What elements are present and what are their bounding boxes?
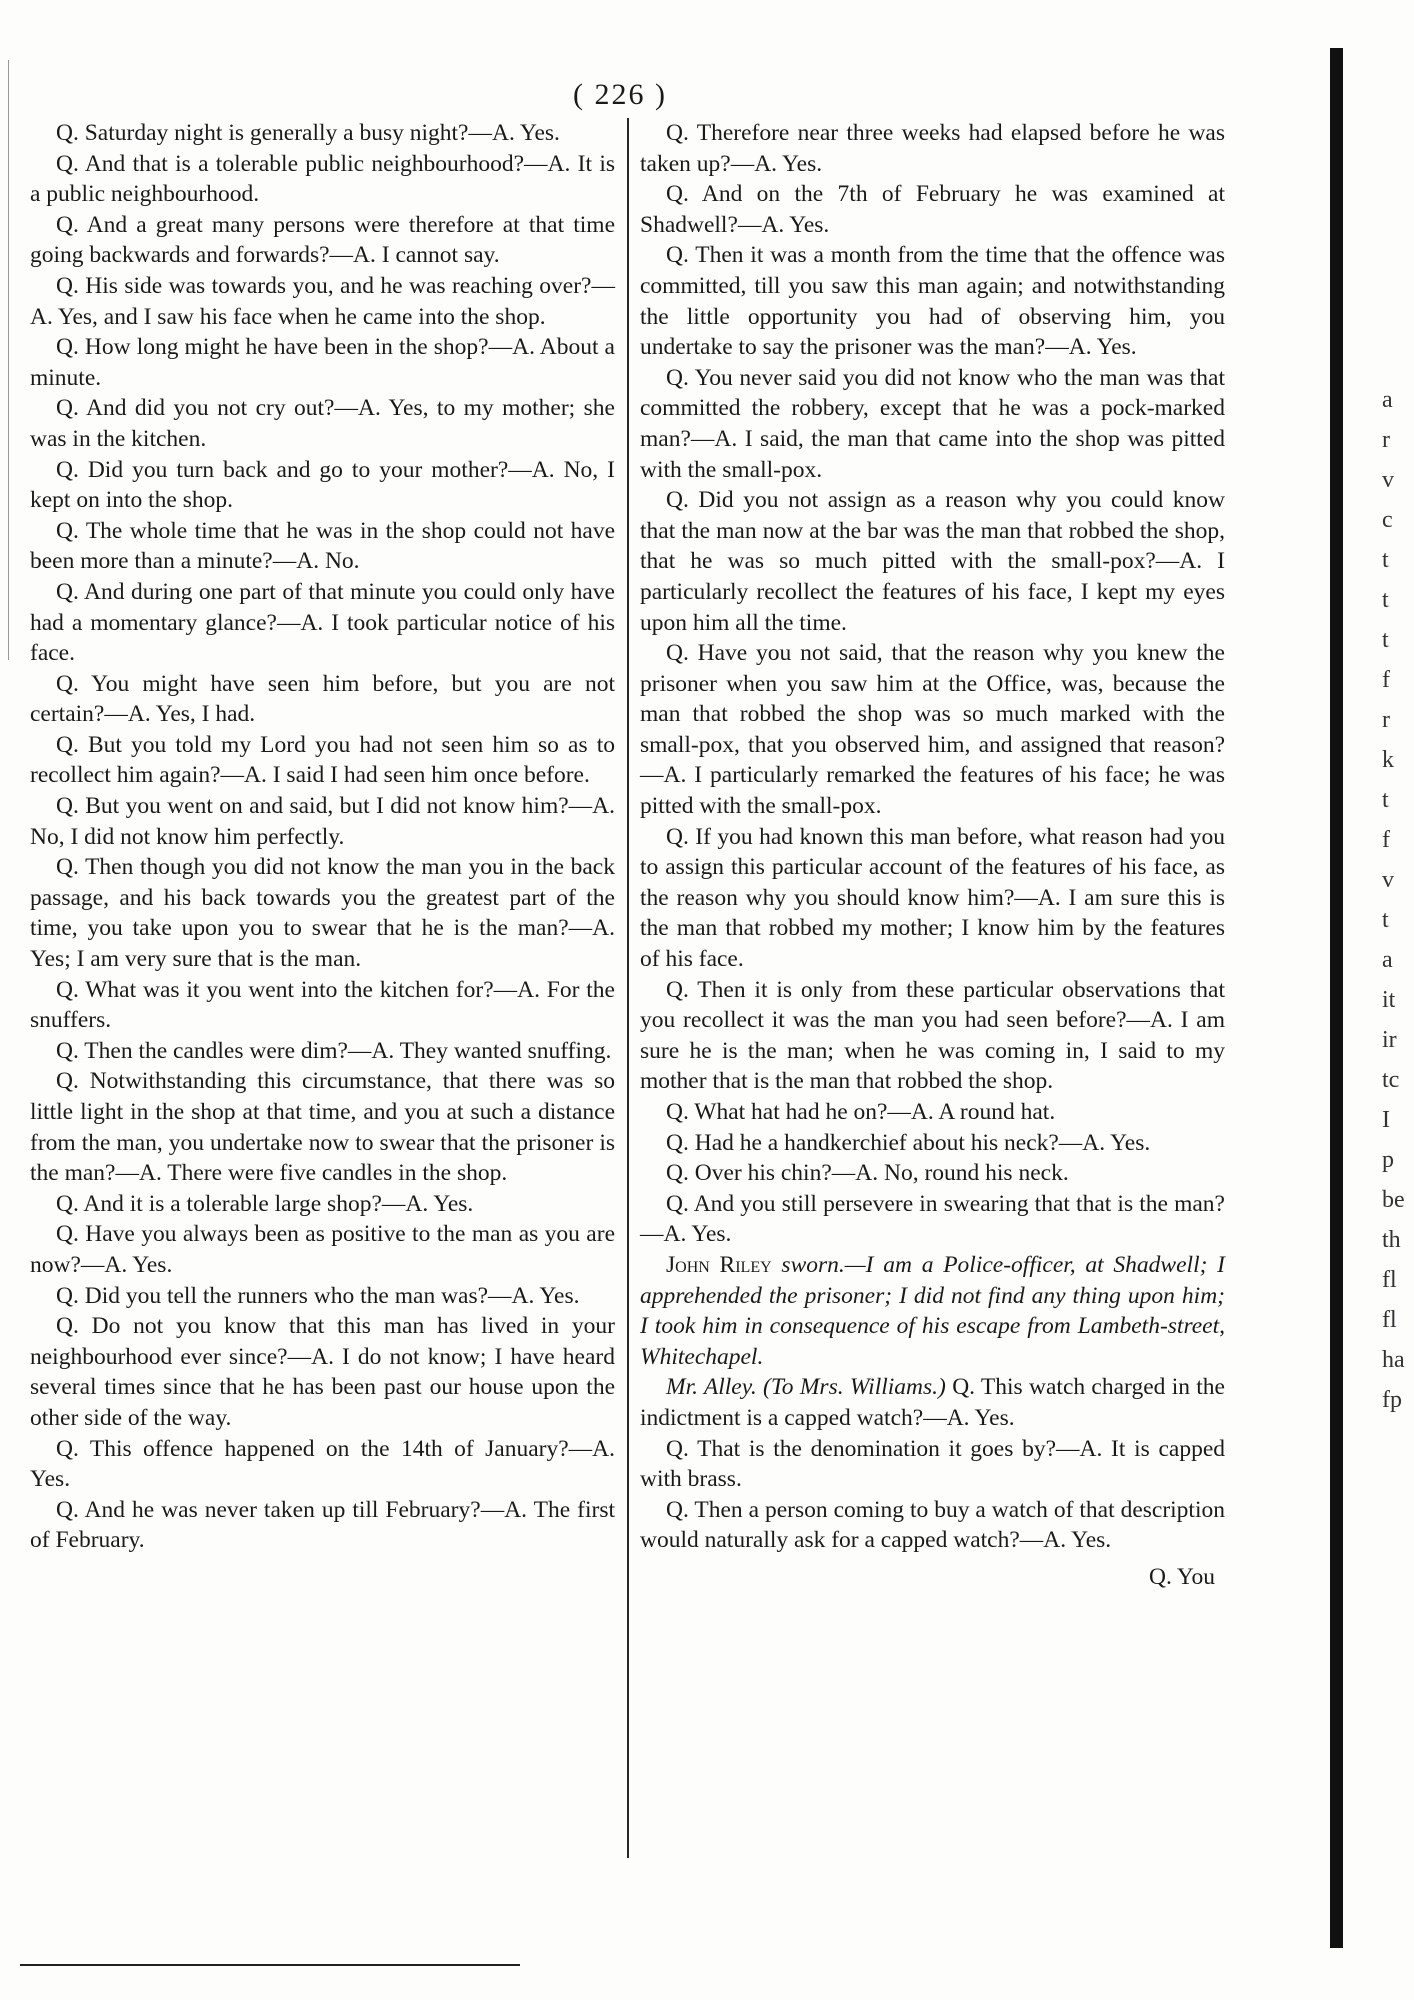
qa-paragraph: Q. Did you turn back and go to your mother?—A. No, I kept on into the shop. <box>30 456 615 514</box>
fragment: fp <box>1382 1387 1402 1413</box>
qa-paragraph: Q. You might have seen him before, but you are not certain?—A. Yes, I had. <box>30 670 615 728</box>
fragment: t <box>1382 627 1389 653</box>
fragment: v <box>1382 467 1394 493</box>
fragment: a <box>1382 947 1393 973</box>
counsel-paragraph <box>640 1372 1225 1433</box>
qa-text: Q. This watch charged in the indictment is a capped watch?—A. Yes. <box>640 1374 1225 1431</box>
fragment: a <box>1382 387 1393 413</box>
qa-paragraph: Q. Have you not said, that the reason why you knew the prisoner when you saw him at the Office, was, because the man that robbed the shop was so much marked with the small-pox, that you observed him, and assigned that reason?—A. I particularly remarked the features of his face; he was pitted with the small-pox. <box>640 640 1225 820</box>
speaker-name: Mr. Alley. (To Mrs. Williams.) <box>666 1374 946 1401</box>
fragment: r <box>1382 427 1390 453</box>
qa-paragraph: Q. Then the candles were dim?—A. They wanted snuffing. <box>56 1037 612 1064</box>
facing-page-fragments <box>1382 380 1412 1420</box>
fragment: t <box>1382 787 1389 813</box>
fragment: t <box>1382 587 1389 613</box>
catchword: Q. You <box>1149 1563 1215 1590</box>
margin-rule <box>8 60 9 660</box>
qa-paragraph: Q. If you had known this man before, what reason had you to assign this particular account of the features of his face, as the reason why you should know him?—A. I am sure this is the man that robbed my mother; I know him by the features of his face. <box>640 823 1225 973</box>
qa-paragraph: Q. That is the denomination it goes by?—A. It is capped with brass. <box>640 1435 1225 1493</box>
qa-paragraph: Q. Then it is only from these particular observations that you recollect it was the man you had seen before?—A. I am sure he is the man; when he was coming in, I said to my mother that is the man that robbed the shop. <box>640 976 1225 1095</box>
fragment: ha <box>1382 1347 1405 1373</box>
qa-paragraph: Q. And he was never taken up till February?—A. The first of February. <box>30 1496 615 1554</box>
qa-paragraph: Q. Do not you know that this man has lived in your neighbourhood ever since?—A. I do not know; I have heard several times since that he has been past our house upon the other side of the way. <box>30 1313 615 1431</box>
fragment: ir <box>1382 1027 1397 1053</box>
bottom-rule <box>20 1964 520 1966</box>
fragment: fl <box>1382 1307 1397 1333</box>
fragment: fl <box>1382 1267 1397 1293</box>
fragment: t <box>1382 547 1389 573</box>
fragment: be <box>1382 1187 1405 1213</box>
fragment: it <box>1382 987 1396 1013</box>
qa-paragraph: Q. And it is a tolerable large shop?—A. Yes. <box>56 1190 474 1217</box>
qa-paragraph: Q. What was it you went into the kitchen for?—A. For the snuffers. <box>30 976 615 1034</box>
fragment: c <box>1382 507 1393 533</box>
fragment: k <box>1382 747 1394 773</box>
qa-paragraph: Q. But you went on and said, but I did not know him?—A. No, I did not know him perfectly. <box>30 793 615 850</box>
qa-paragraph: Q. Then though you did not know the man you in the back passage, and his back towards you the greatest part of the time, you take upon you to swear that he is the man?—A. Yes; I am very sure that is the man. <box>30 854 615 973</box>
qa-paragraph: Q. Then a person coming to buy a watch of that description would naturally ask for a capped watch?—A. Yes. <box>640 1496 1225 1554</box>
qa-paragraph: Q. What hat had he on?—A. A round hat. <box>666 1099 1056 1125</box>
witness-statement: sworn.—I am a Police-officer, at Shadwell; I apprehended the prisoner; I did not find any thing upon him; I took him in consequence of his escape from Lambeth-street, Whitechapel. <box>640 1251 1225 1370</box>
qa-paragraph: Q. Notwithstanding this circumstance, that there was so little light in the shop at that time, and you at such a distance from the man, you undertake now to swear that the prisoner is the man?—A. There were five candles in the shop. <box>30 1068 615 1187</box>
qa-paragraph: Q. And did you not cry out?—A. Yes, to my mother; she was in the kitchen. <box>30 395 615 452</box>
fragment: r <box>1382 707 1390 733</box>
page-gutter-shadow <box>1330 48 1343 1948</box>
fragment: I <box>1382 1107 1390 1133</box>
qa-paragraph: Q. The whole time that he was in the shop could not have been more than a minute?—A. No. <box>30 517 615 575</box>
fragment: f <box>1382 827 1390 853</box>
qa-paragraph: Q. Did you tell the runners who the man was?—A. Yes. <box>56 1282 580 1309</box>
left-column <box>30 118 615 1556</box>
qa-paragraph: Q. His side was towards you, and he was reaching over?—A. Yes, and I saw his face when he came into the shop. <box>30 272 615 330</box>
qa-paragraph: Q. Therefore near three weeks had elapsed before he was taken up?—A. Yes. <box>640 120 1225 177</box>
qa-paragraph: Q. Had he a handkerchief about his neck?—A. Yes. <box>666 1129 1151 1156</box>
qa-paragraph: Q. How long might he have been in the shop?—A. About a minute. <box>30 334 615 391</box>
qa-paragraph: Q. Saturday night is generally a busy night?—A. Yes. <box>56 120 560 146</box>
qa-paragraph: Q. And you still persevere in swearing that that is the man?—A. Yes. <box>640 1190 1225 1248</box>
fragment: f <box>1382 667 1390 693</box>
column-divider <box>627 118 629 1858</box>
fragment: v <box>1382 867 1394 893</box>
fragment: th <box>1382 1227 1401 1253</box>
qa-paragraph: Q. And during one part of that minute you could only have had a momentary glance?—A. I took particular notice of his face. <box>30 578 615 667</box>
fragment: tc <box>1382 1067 1400 1093</box>
qa-paragraph: Q. Over his chin?—A. No, round his neck. <box>666 1160 1069 1187</box>
qa-paragraph: Q. Did you not assign as a reason why you could know that the man now at the bar was the man that robbed the shop, that he was so much pitted with the small-pox?—A. I particularly recollect the features of his face, I kept my eyes upon him all the time. <box>640 487 1225 636</box>
right-column <box>640 118 1225 1593</box>
qa-paragraph: Q. You never said you did not know who the man was that committed the robbery, except that he was a pock-marked man?—A. I said, the man that came into the shop was pitted with the small-pox. <box>640 364 1225 483</box>
qa-paragraph: Q. And that is a tolerable public neighbourhood?—A. It is a public neighbourhood. <box>30 150 615 208</box>
speaker-name: John Riley <box>666 1251 772 1278</box>
qa-paragraph: Q. This offence happened on the 14th of January?—A. Yes. <box>30 1435 615 1493</box>
qa-paragraph: Q. Then it was a month from the time that the offence was committed, till you saw this man again; and notwithstanding the little opportunity you had of observing him, you undertake to say the prisoner was the man?—A. Yes. <box>640 242 1225 361</box>
qa-paragraph: Q. Have you always been as positive to the man as you are now?—A. Yes. <box>30 1221 615 1278</box>
qa-paragraph: Q. But you told my Lord you had not seen him so as to recollect him again?—A. I said I had seen him once before. <box>30 731 615 789</box>
qa-paragraph: Q. And a great many persons were therefore at that time going backwards and forwards?—A. I cannot say. <box>30 211 615 269</box>
qa-paragraph: Q. And on the 7th of February he was examined at Shadwell?—A. Yes. <box>640 181 1225 238</box>
witness-paragraph <box>640 1250 1225 1372</box>
fragment: p <box>1382 1147 1394 1173</box>
fragment: t <box>1382 907 1389 933</box>
page-number: ( 226 ) <box>573 78 667 111</box>
